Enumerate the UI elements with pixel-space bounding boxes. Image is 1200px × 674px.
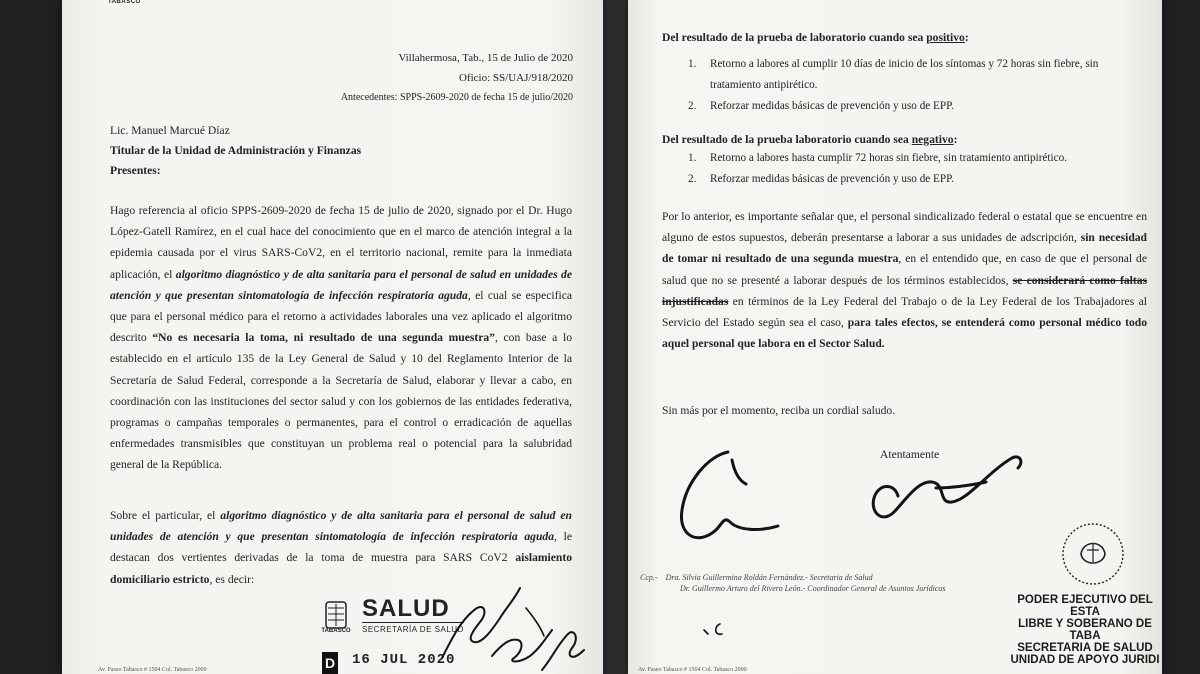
ccp-block <box>640 572 945 594</box>
official-stamp-text <box>1008 594 1162 666</box>
negative-heading-colon: : <box>953 133 958 146</box>
mexico-coat-of-arms-seal-icon <box>1053 520 1133 590</box>
oficio-number: Oficio: SS/UAJ/918/2020 <box>459 72 573 84</box>
negative-heading-text: Del resultado de la prueba laboratorio cuando sea <box>662 133 912 146</box>
recipient-name: Lic. Manuel Marcué Díaz <box>110 124 230 137</box>
positive-items <box>688 54 1143 117</box>
item-number: 1. <box>688 152 697 164</box>
salud-logo-subtitle: SECRETARÍA DE SALUD <box>362 622 464 634</box>
positive-word: positivo <box>926 31 965 44</box>
ccp-line-1: Dra. Silvia Guillermina Roldán Fernández.- Secretaria de Salud <box>665 573 873 582</box>
salud-logo-title: SALUD <box>362 595 450 622</box>
p3-definition: para tales efectos, se entenderá como personal médico todo aquel personal que labora en el Sector Salud. <box>662 316 1147 351</box>
handwritten-mark <box>698 616 738 640</box>
stamp-line-1: PODER EJECUTIVO DEL ESTA <box>1017 594 1153 618</box>
p3-unjustified-absences: se considerará como faltas injustificadas <box>662 273 1148 308</box>
emblem-caption: TABASCO <box>321 628 351 634</box>
negative-word: negativo <box>911 133 954 146</box>
p2-text-a: Sobre el particular, el <box>110 509 221 522</box>
p1-algorithm-title: algoritmo diagnóstico y de alta sanitaria para el personal de salud en unidades de atención y que presentan sintomatología de infección respiratoria aguda <box>110 267 572 302</box>
background-right <box>1162 0 1200 674</box>
p2-algorithm-title: algoritmo diagnóstico y de alta sanitaria para el personal de salud en unidades de atención y que presentan sintomatología de infección respiratoria aguda <box>110 509 572 544</box>
list-item <box>688 148 1143 169</box>
p2-isolation: aislamiento domiciliario estricto <box>110 551 572 586</box>
p3-text-e: en términos de la Ley Federal del Trabajo o de la Ley Federal de los Trabajadores al Servicio del Estado según sea el caso, <box>662 294 1147 330</box>
item-number: 1. <box>688 58 697 70</box>
positive-heading-text: Del resultado de la prueba de laboratorio cuando sea <box>662 31 927 44</box>
p3-text-c: , en el entendido que, en caso de que el personal de salud que no se presenté a laborar después de los términos establecidos, <box>662 252 1147 287</box>
handwritten-signature <box>668 432 1088 562</box>
p1-quote: “No es necesaria la toma, ni resultado de una segunda muestra” <box>152 331 495 345</box>
p3-text-a: Por lo anterior, es importante señalar que, el personal sindicalizado federal o estatal que se encuentre en alguno de estos supuestos, deberán presentarse a laborar a sus unidades de adscripción, <box>662 210 1147 245</box>
stamp-line-2: LIBRE Y SOBERANO DE TABA <box>1018 618 1152 642</box>
footer-address: Av. Paseo Tabasco # 1504 Col. Tabasco 2000 <box>98 667 207 673</box>
item-number: 2. <box>688 173 697 185</box>
p1-text-a: Hago referencia al oficio SPPS-2609-2020 de fecha 15 de julio de 2020, signado por el Dr. Hugo López-Gatell Ramírez, en el cual hace del conocimiento que en el marco de atención integral a la epidemia causada por el virus SARS-CoV2, en el territorio nacional, remite para la inmediata aplicación, el <box>110 204 572 281</box>
list-item <box>688 54 1143 96</box>
handwritten-receipt-note <box>422 578 592 674</box>
list-item <box>688 169 1143 190</box>
paragraph-3 <box>662 206 1147 354</box>
stamp-line-4: UNIDAD DE APOYO JURIDI <box>1010 654 1160 666</box>
background-gap <box>603 0 628 674</box>
tabasco-header-label: TABASCO <box>108 0 141 5</box>
positive-heading <box>662 31 969 44</box>
recipient-title: Titular de la Unidad de Administración y Finanzas <box>110 144 362 157</box>
ccp-line-2: Dr. Guillermo Arturo del Rivero León.- Coordinador General de Asuntos Jurídicos <box>680 584 946 593</box>
item-text: Reforzar medidas básicas de prevención y uso de EPP. <box>710 100 954 112</box>
letter-header <box>341 48 573 108</box>
positive-heading-colon: : <box>964 31 969 44</box>
p2-text-e: , es decir: <box>209 572 255 586</box>
item-number: 2. <box>688 100 697 112</box>
item-text: Retorno a labores hasta cumplir 72 horas sin fiebre, sin tratamiento antipirético. <box>710 152 1067 164</box>
list-item <box>688 96 1143 117</box>
letter-page-2 <box>628 0 1162 674</box>
item-text: Reforzar medidas básicas de prevención y uso de EPP. <box>710 173 954 185</box>
p3-no-second-sample: sin necesidad de tomar ni resultado de una segunda muestra <box>662 231 1148 266</box>
closing-line: Sin más por el momento, reciba un cordial saludo. <box>662 404 896 417</box>
recipient-block <box>110 121 361 181</box>
stamp-line-3: SECRETARIA DE SALUD <box>1017 642 1153 654</box>
received-stamp-letter: D <box>322 652 338 674</box>
ccp-label: Ccp.- <box>640 573 658 582</box>
tabasco-emblem-icon <box>314 600 358 644</box>
p2-text-c: , le destacan dos vertientes derivadas de la toma de muestra para SARS CoV2 <box>110 530 572 565</box>
negative-heading <box>662 133 957 146</box>
received-stamp-date: 16 JUL 2020 <box>352 652 456 668</box>
atentamente: Atentamente <box>880 448 940 461</box>
footer-address: Av. Paseo Tabasco # 1504 Col. Tabasco 2000 <box>638 667 747 673</box>
presentes: Presentes: <box>110 164 161 177</box>
city-date: Villahermosa, Tab., 15 de Julio de 2020 <box>398 52 573 64</box>
paragraph-1 <box>110 200 572 476</box>
antecedentes: Antecedentes: SPPS-2609-2020 de fecha 15 de julio/2020 <box>340 92 573 103</box>
item-text: Retorno a labores al cumplir 10 días de inicio de los síntomas y 72 horas sin fiebre, sin tratamiento antipirético. <box>710 58 1099 91</box>
p1-text-c: , el cual se especifica que para el personal médico para el retorno a actividades laborales una vez aplicado el algoritmo descrito <box>110 288 572 345</box>
background-left <box>0 0 62 674</box>
p1-text-e: , con base a lo establecido en el artículo 135 de la Ley General de Salud y 10 del Reglamento Interior de la Secretaría de Salud Federal, corresponde a la Secretaría de Salud, elaborar y llevar a cabo, en coordinación con las instituciones del sector salud y con los gobiernos de las entidades federativa, programas o campañas temporales o permanentes, para el control o erradicación de aquellas enfermedades transmisibles que constituyan un problema real o potencial para la salubridad general de la República. <box>110 331 572 472</box>
letter-page-1 <box>62 0 603 674</box>
negative-items <box>688 148 1143 190</box>
